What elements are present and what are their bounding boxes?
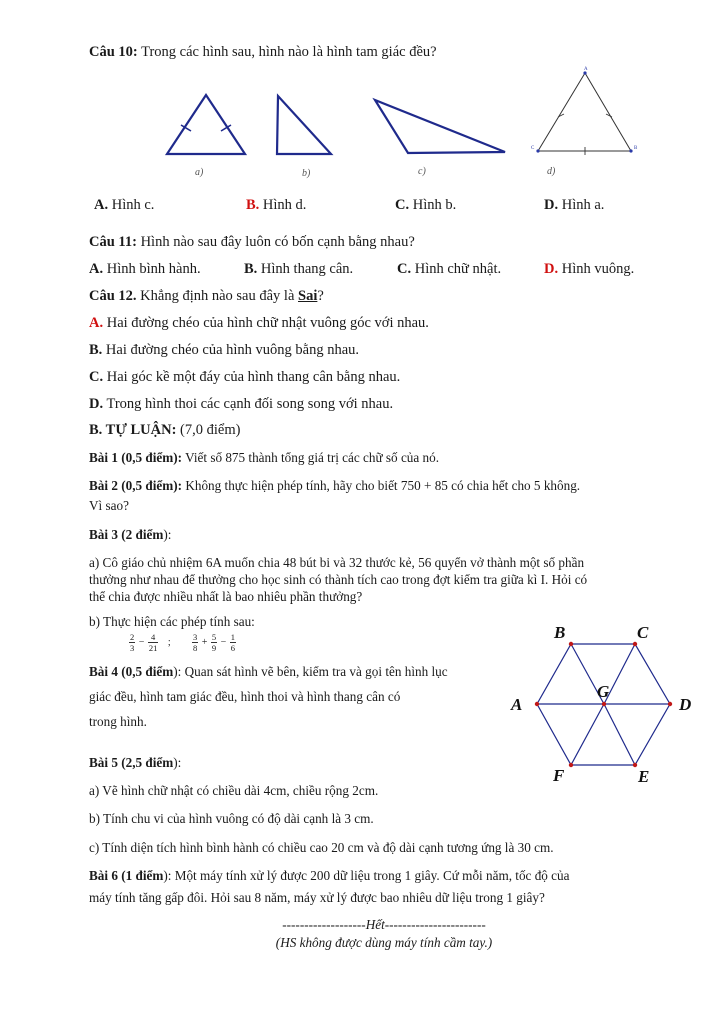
expression-separator: ; — [167, 636, 171, 648]
section-b-points: (7,0 điểm) — [180, 422, 241, 438]
footer-note: (HS không được dùng máy tính cầm tay.) — [275, 935, 493, 950]
hex-label-a: A — [511, 695, 523, 714]
end-marker: -------------------Hết----------------------- — [282, 917, 486, 932]
segment-ge — [604, 704, 635, 765]
q11-option-b-text: Hình thang cân. — [260, 261, 354, 277]
bai2-text1: Không thực hiện phép tính, hãy cho biết 750 + 85 có chia hết cho 5 không. — [185, 478, 581, 493]
bai6-label: Bài 6 (1 điểm — [89, 868, 164, 883]
q12-option-c-letter: C. — [89, 369, 104, 385]
bai3-a-line3: thể chia được nhiều nhất là bao nhiêu phần thưởng? — [89, 589, 363, 604]
q10-option-b — [246, 197, 306, 214]
q11-option-d-text: Hình vuông. — [561, 261, 635, 277]
point-e — [633, 763, 637, 767]
q11-option-b-letter: B. — [244, 261, 258, 277]
point-g — [602, 702, 606, 706]
bai1-label: Bài 1 (0,5 điểm): — [89, 450, 183, 465]
bai5-label: Bài 5 (2,5 điểm — [89, 755, 174, 770]
fig-label-d: d) — [547, 166, 556, 177]
q10-option-d — [544, 197, 604, 214]
bai3-expression-1 — [128, 632, 171, 653]
triangle-c — [375, 100, 505, 153]
q12-option-a — [89, 315, 429, 332]
fraction-5-9: $\frac{5}{9}$ — [211, 632, 217, 653]
q12-line — [89, 288, 324, 305]
fig-label-c: c) — [418, 166, 426, 177]
section-b-label: B. TỰ LUẬN: — [89, 422, 177, 438]
q11-option-b — [244, 261, 353, 278]
q10-option-c — [395, 197, 456, 214]
q11-text: Hình nào sau đây luôn có bốn cạnh bằng nhau? — [140, 234, 415, 250]
point-d-left — [536, 149, 539, 152]
q12-option-d-text: Trong hình thoi các cạnh đối song song với nhau. — [106, 396, 394, 412]
q12-text: Khẳng định nào sau đây là — [140, 288, 295, 304]
q10-text: Trong các hình sau, hình nào là hình tam giác đều? — [141, 44, 437, 60]
bai3-expression-2 — [191, 632, 237, 653]
q11-option-a — [89, 261, 201, 278]
bai5-c: c) Tính diện tích hình bình hành có chiều cao 20 cm và độ dài cạnh tương ứng là 30 cm. — [89, 840, 554, 855]
q12-option-b-letter: B. — [89, 342, 103, 358]
q12-option-c-text: Hai góc kề một đáy của hình thang cân bằng nhau. — [106, 369, 401, 385]
bai4-text1: Quan sát hình vẽ bên, kiểm tra và gọi tên hình lục — [184, 664, 448, 679]
q12-option-b — [89, 342, 359, 359]
q11-option-a-text: Hình bình hành. — [106, 261, 201, 277]
q10-option-a-text: Hình c. — [111, 197, 155, 213]
bai6-line2: máy tính tăng gấp đôi. Hỏi sau 8 năm, máy xử lý được bao nhiêu dữ liệu trong 1 giây? — [89, 890, 545, 905]
q10-option-d-letter: D. — [544, 197, 559, 213]
hex-label-e: E — [638, 767, 650, 786]
hex-label-d: D — [679, 695, 692, 714]
bai5-label-tail: ): — [173, 755, 182, 770]
triangle-d — [538, 73, 631, 151]
fig-label-b: b) — [302, 168, 311, 179]
bai5-title — [89, 755, 181, 771]
bai4-line2: giác đều, hình tam giác đều, hình thoi và hình thang cân có — [89, 689, 401, 704]
fraction-3-8: $\frac{3}{8}$ — [193, 632, 198, 653]
bai3-b-line: b) Thực hiện các phép tính sau: — [89, 614, 255, 629]
q10-option-a-letter: A. — [94, 197, 109, 213]
bai5-b: b) Tính chu vi của hình vuông có độ dài cạnh là 3 cm. — [89, 811, 374, 826]
fraction-1-6: $\frac{1}{6}$ — [230, 632, 236, 653]
q11-line — [89, 234, 415, 251]
bai1-line — [89, 450, 439, 466]
q10-number: Câu 10: — [89, 44, 138, 60]
q10-option-c-text: Hình b. — [412, 197, 457, 213]
operator-minus-1: − — [138, 636, 145, 648]
bai4-label: Bài 4 (0,5 điểm — [89, 664, 174, 679]
q11-option-d — [544, 261, 634, 278]
q10-option-b-text: Hình d. — [262, 197, 307, 213]
q11-number: Câu 11: — [89, 234, 137, 250]
q12-option-a-letter: A. — [89, 315, 104, 331]
bai3-label-tail: ): — [163, 527, 172, 542]
point-f — [569, 763, 573, 767]
q12-tail: ? — [317, 288, 324, 304]
q12-number: Câu 12. — [89, 288, 137, 304]
hex-label-f: F — [553, 766, 565, 785]
vertex-label-d-top: A — [584, 67, 588, 72]
point-b — [569, 642, 573, 646]
vertex-label-d-right: B — [634, 146, 638, 151]
q12-option-a-text: Hai đường chéo của hình chữ nhật vuông góc với nhau. — [106, 315, 429, 331]
point-a — [535, 702, 539, 706]
bai4-label-tail: ): — [173, 664, 182, 679]
bai2-line1 — [89, 478, 580, 494]
q11-option-a-letter: A. — [89, 261, 104, 277]
segment-fg — [571, 704, 604, 765]
q10-option-b-letter: B. — [246, 197, 260, 213]
fraction-4-21: $\frac{4}{21}$ — [148, 632, 158, 653]
q10-option-c-letter: C. — [395, 197, 410, 213]
operator-plus: + — [201, 636, 208, 648]
q12-option-b-text: Hai đường chéo của hình vuông bằng nhau. — [105, 342, 360, 358]
bai3-label: Bài 3 (2 điểm — [89, 527, 164, 542]
q12-option-d — [89, 396, 393, 413]
bai2-line2: Vì sao? — [89, 498, 129, 513]
bai5-a: a) Vẽ hình chữ nhật có chiều dài 4cm, chiều rộng 2cm. — [89, 783, 379, 798]
q11-option-c-text: Hình chữ nhật. — [414, 261, 502, 277]
bai3-title — [89, 527, 171, 543]
q11-option-c-letter: C. — [397, 261, 412, 277]
q10-option-d-text: Hình a. — [561, 197, 605, 213]
bai6-text1: Một máy tính xử lý được 200 dữ liệu trong 1 giây. Cứ mỗi năm, tốc độ của — [174, 868, 570, 883]
point-c — [633, 642, 637, 646]
hex-label-b: B — [554, 623, 566, 642]
bai4-line3: trong hình. — [89, 714, 147, 729]
bai3-a-line2: thưởng như nhau để thưởng cho học sinh có thành tích cao trong đợt kiểm tra giữa kì I. Hỏi có — [89, 572, 588, 587]
bai3-a-line1: a) Cô giáo chủ nhiệm 6A muốn chia 48 bút bi và 32 thước kẻ, 56 quyển vở thành một số phần — [89, 555, 585, 570]
q10-option-a — [94, 197, 154, 214]
bai6-label-tail: ): — [163, 868, 172, 883]
bai2-label: Bài 2 (0,5 điểm): — [89, 478, 183, 493]
bai1-text: Viết số 875 thành tổng giá trị các chữ số của nó. — [185, 450, 440, 465]
fig-label-a: a) — [195, 167, 204, 178]
point-d — [668, 702, 672, 706]
vertex-label-d-left: C — [531, 146, 535, 151]
bai6-line1 — [89, 868, 569, 884]
hex-label-g: G — [597, 682, 610, 701]
hex-label-c: C — [637, 623, 649, 642]
q12-emphasis: Sai — [298, 288, 318, 304]
q10-figures — [0, 0, 724, 200]
q11-option-d-letter: D. — [544, 261, 559, 277]
triangle-a — [167, 95, 245, 154]
fraction-2-3: $\frac{2}{3}$ — [130, 632, 135, 653]
q12-option-c — [89, 369, 400, 386]
bai4-line1 — [89, 664, 448, 680]
hexagon-figure — [500, 615, 710, 790]
q12-option-d-letter: D. — [89, 396, 104, 412]
triangle-b — [277, 96, 331, 154]
point-d-right — [629, 149, 632, 152]
operator-minus-2: − — [220, 636, 227, 648]
q11-option-c — [397, 261, 501, 278]
section-b-title — [89, 422, 240, 439]
